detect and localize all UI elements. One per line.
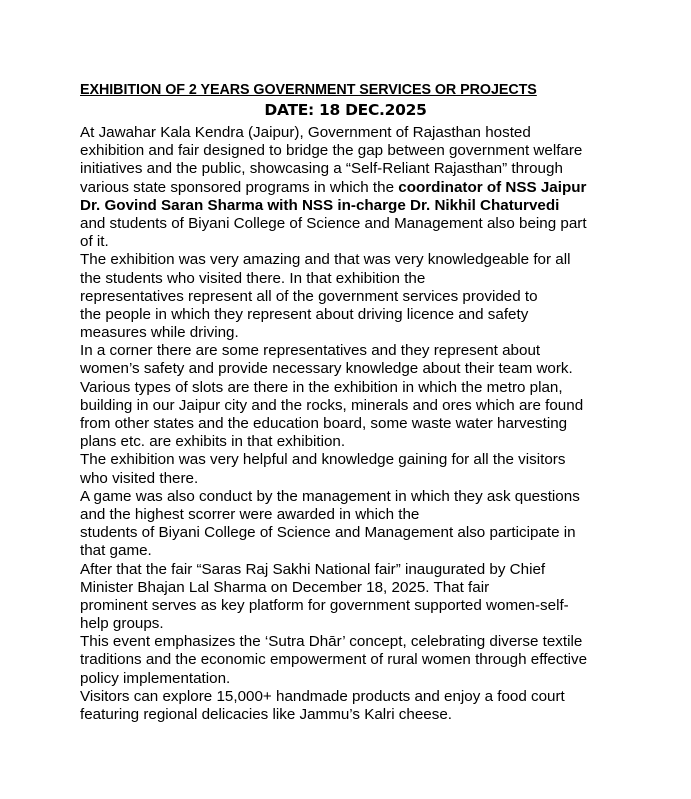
- paragraph: [80, 488, 640, 561]
- text-segment: who visited there.: [80, 469, 199, 487]
- text-segment: initiatives and the public, showcasing a “Self-Reliant Rajasthan” through: [80, 160, 563, 178]
- text-segment: After that the fair “Saras Raj Sakhi National fair” inaugurated by Chief: [80, 560, 546, 578]
- paragraph: [80, 251, 640, 342]
- text-segment: and students of Biyani College of Science and Management also being part: [80, 214, 587, 232]
- text-line: [80, 506, 640, 524]
- paragraph: [80, 124, 640, 251]
- text-line: [80, 379, 640, 397]
- text-segment: plans etc. are exhibits in that exhibition.: [80, 433, 346, 451]
- text-segment: A game was also conduct by the management in which they ask questions: [80, 487, 580, 505]
- text-line: [80, 433, 640, 451]
- text-segment: building in our Jaipur city and the rocks, minerals and ores which are found: [80, 396, 584, 414]
- text-line: [80, 233, 640, 251]
- text-line: [80, 542, 640, 560]
- text-line: [80, 197, 640, 215]
- text-segment: the people in which they represent about driving licence and safety: [80, 305, 529, 323]
- text-line: [80, 342, 640, 360]
- text-line: [80, 670, 640, 688]
- text-line: [80, 706, 640, 724]
- text-line: [80, 688, 640, 706]
- text-line: [80, 160, 640, 178]
- text-line: [80, 215, 640, 233]
- document-title: EXHIBITION OF 2 YEARS GOVERNMENT SERVICES OR PROJECTS: [80, 82, 537, 98]
- text-line: [80, 360, 640, 378]
- text-segment: from other states and the education board, some waste water harvesting: [80, 415, 568, 432]
- text-line: [80, 451, 640, 469]
- paragraph: [80, 342, 640, 451]
- text-segment: students of Biyani College of Science and Management also participate in: [80, 524, 576, 542]
- text-segment: various state sponsored programs in which the: [80, 178, 399, 196]
- text-line: [80, 561, 640, 579]
- text-line: [80, 397, 640, 415]
- text-line: [80, 142, 640, 160]
- text-line: [80, 524, 640, 542]
- text-line: [80, 579, 640, 597]
- paragraph: [80, 561, 640, 634]
- paragraph: [80, 633, 640, 688]
- bold-text: Dr. Govind Saran Sharma with NSS in-charge Dr. Nikhil Chaturvedi: [80, 196, 560, 214]
- text-line: [80, 415, 640, 433]
- text-segment: Minister Bhajan Lal Sharma on December 18, 2025. That fair: [80, 578, 490, 596]
- text-line: [80, 288, 640, 306]
- text-segment: The exhibition was very amazing and that was very knowledgeable for all: [80, 251, 571, 269]
- document-body: [80, 124, 640, 724]
- paragraph: [80, 451, 640, 487]
- text-segment: The exhibition was very helpful and knowledge gaining for all the visitors: [80, 451, 566, 469]
- text-segment: At Jawahar Kala Kendra (Jaipur), Government of Rajasthan hosted: [80, 124, 531, 141]
- text-line: [80, 633, 640, 651]
- document-date: DATE: 18 DEC.2025: [264, 101, 427, 119]
- text-segment: policy implementation.: [80, 669, 231, 687]
- text-segment: of it.: [80, 233, 109, 251]
- text-line: [80, 488, 640, 506]
- text-segment: This event emphasizes the ‘Sutra Dhār’ concept, celebrating diverse textile: [80, 633, 583, 651]
- text-segment: representatives represent all of the government services provided to: [80, 287, 538, 305]
- text-segment: help groups.: [80, 615, 164, 633]
- text-line: [80, 651, 640, 669]
- text-line: [80, 306, 640, 324]
- paragraph: [80, 688, 640, 724]
- text-line: [80, 179, 640, 197]
- text-segment: prominent serves as key platform for government supported women-self-: [80, 596, 569, 614]
- text-segment: measures while driving.: [80, 324, 239, 342]
- text-line: [80, 615, 640, 633]
- text-segment: Various types of slots are there in the exhibition in which the metro plan,: [80, 378, 563, 396]
- text-segment: women’s safety and provide necessary knowledge about their team work.: [80, 360, 573, 378]
- text-segment: exhibition and fair designed to bridge the gap between government welfare: [80, 142, 583, 160]
- text-segment: that game.: [80, 542, 152, 560]
- text-line: [80, 324, 640, 342]
- text-segment: featuring regional delicacies like Jammu’s Kalri cheese.: [80, 706, 452, 723]
- text-segment: traditions and the economic empowerment of rural women through effective: [80, 651, 588, 669]
- text-line: [80, 251, 640, 269]
- text-segment: the students who visited there. In that exhibition the: [80, 269, 426, 287]
- text-segment: Visitors can explore 15,000+ handmade products and enjoy a food court: [80, 687, 565, 705]
- text-segment: and the highest scorrer were awarded in which the: [80, 505, 420, 523]
- text-segment: In a corner there are some representatives and they represent about: [80, 342, 541, 360]
- text-line: [80, 124, 640, 142]
- text-line: [80, 597, 640, 615]
- bold-text: coordinator of NSS Jaipur: [398, 178, 587, 196]
- text-line: [80, 470, 640, 488]
- text-line: [80, 270, 640, 288]
